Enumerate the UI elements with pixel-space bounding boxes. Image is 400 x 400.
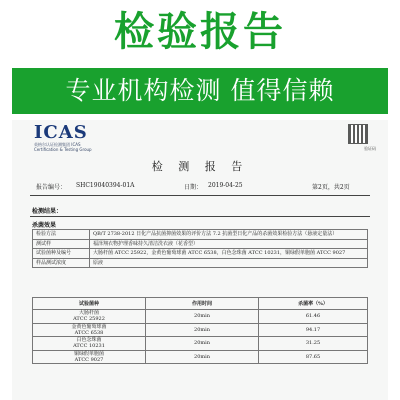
time-cell: 20min (146, 337, 259, 351)
time-cell: 20min (146, 350, 259, 364)
strain-code: ATCC 10231 (73, 343, 105, 350)
table-row (33, 310, 368, 324)
species-cell (33, 337, 146, 351)
info-key: 试验菌种及编号 (33, 249, 90, 259)
logo-caption: 英格尔认证检测集团 ICAS Certification & Testing Group (34, 142, 92, 152)
results-heading: 检测结果： (32, 208, 63, 215)
results-table (32, 297, 368, 364)
info-key: 检验方法 (33, 230, 90, 240)
info-value: QB/T 2738-2012 日化产品抗菌抑菌效果的评价方法 7.2 抗菌型日化产品的杀菌效果检验方法（悬液定量法） (90, 230, 368, 240)
qr-caption: 验证码 (364, 146, 376, 151)
icas-logo: ICAS (34, 122, 88, 143)
table-row (33, 258, 368, 268)
info-value: 原液 (90, 258, 368, 268)
page-indicator: 第2页，共2页 (312, 184, 350, 191)
rate-cell: 94.17 (259, 323, 368, 337)
table-header-row (33, 298, 368, 310)
report-title: 检 测 报 告 (151, 160, 249, 173)
table-row (33, 239, 368, 249)
report-date: 2019-04-25 (208, 182, 243, 189)
info-value: 大肠杆菌 ATCC 25922，金黄色葡萄球菌 ATCC 6538，白色念珠菌 ATCC 10231，铜绿假单胞菌 ATCC 9027 (90, 249, 368, 259)
table-row (33, 337, 368, 351)
info-value: 福泽翔衣物护理香味持久清洁洗衣液（花香型） (90, 239, 368, 249)
report-number-label: 报告编号： (36, 184, 67, 191)
table-row (33, 249, 368, 259)
species-cell (33, 323, 146, 337)
species-name: 大肠杆菌 (78, 310, 99, 316)
date-label: 日期： (184, 184, 203, 191)
report-document (12, 120, 388, 400)
species-name: 铜绿假单胞菌 (73, 350, 104, 357)
rate-cell: 61.46 (259, 310, 368, 324)
column-header: 作用时间 (146, 298, 259, 310)
rate-cell: 87.65 (259, 350, 368, 364)
strain-code: ATCC 6538 (74, 329, 104, 336)
divider (30, 216, 370, 217)
test-info-table (32, 229, 368, 268)
strain-code: ATCC 25922 (73, 316, 105, 323)
divider (30, 195, 370, 196)
info-key: 测试样 (33, 239, 90, 249)
table-row (33, 323, 368, 337)
table-row (33, 350, 368, 364)
species-name: 金黄色葡萄球菌 (71, 323, 107, 330)
column-header: 试验菌种 (33, 298, 146, 310)
column-header: 杀菌率（%） (259, 298, 368, 310)
subtitle: 专业机构检测 值得信赖 (65, 76, 335, 105)
info-key: 样品测试浓度 (33, 258, 90, 268)
species-cell (33, 350, 146, 364)
rate-cell: 31.25 (259, 337, 368, 351)
page-title: 检验报告 (114, 9, 286, 55)
time-cell: 20min (146, 323, 259, 337)
bacteria-heading: 杀菌效果 (32, 222, 57, 229)
qr-code-icon (348, 124, 368, 144)
table-row (33, 230, 368, 240)
strain-code: ATCC 9027 (74, 357, 104, 364)
time-cell: 20min (146, 310, 259, 324)
species-cell (33, 310, 146, 324)
report-number: SHC19040394-01A (76, 182, 135, 189)
species-name: 白色念珠菌 (76, 337, 102, 344)
